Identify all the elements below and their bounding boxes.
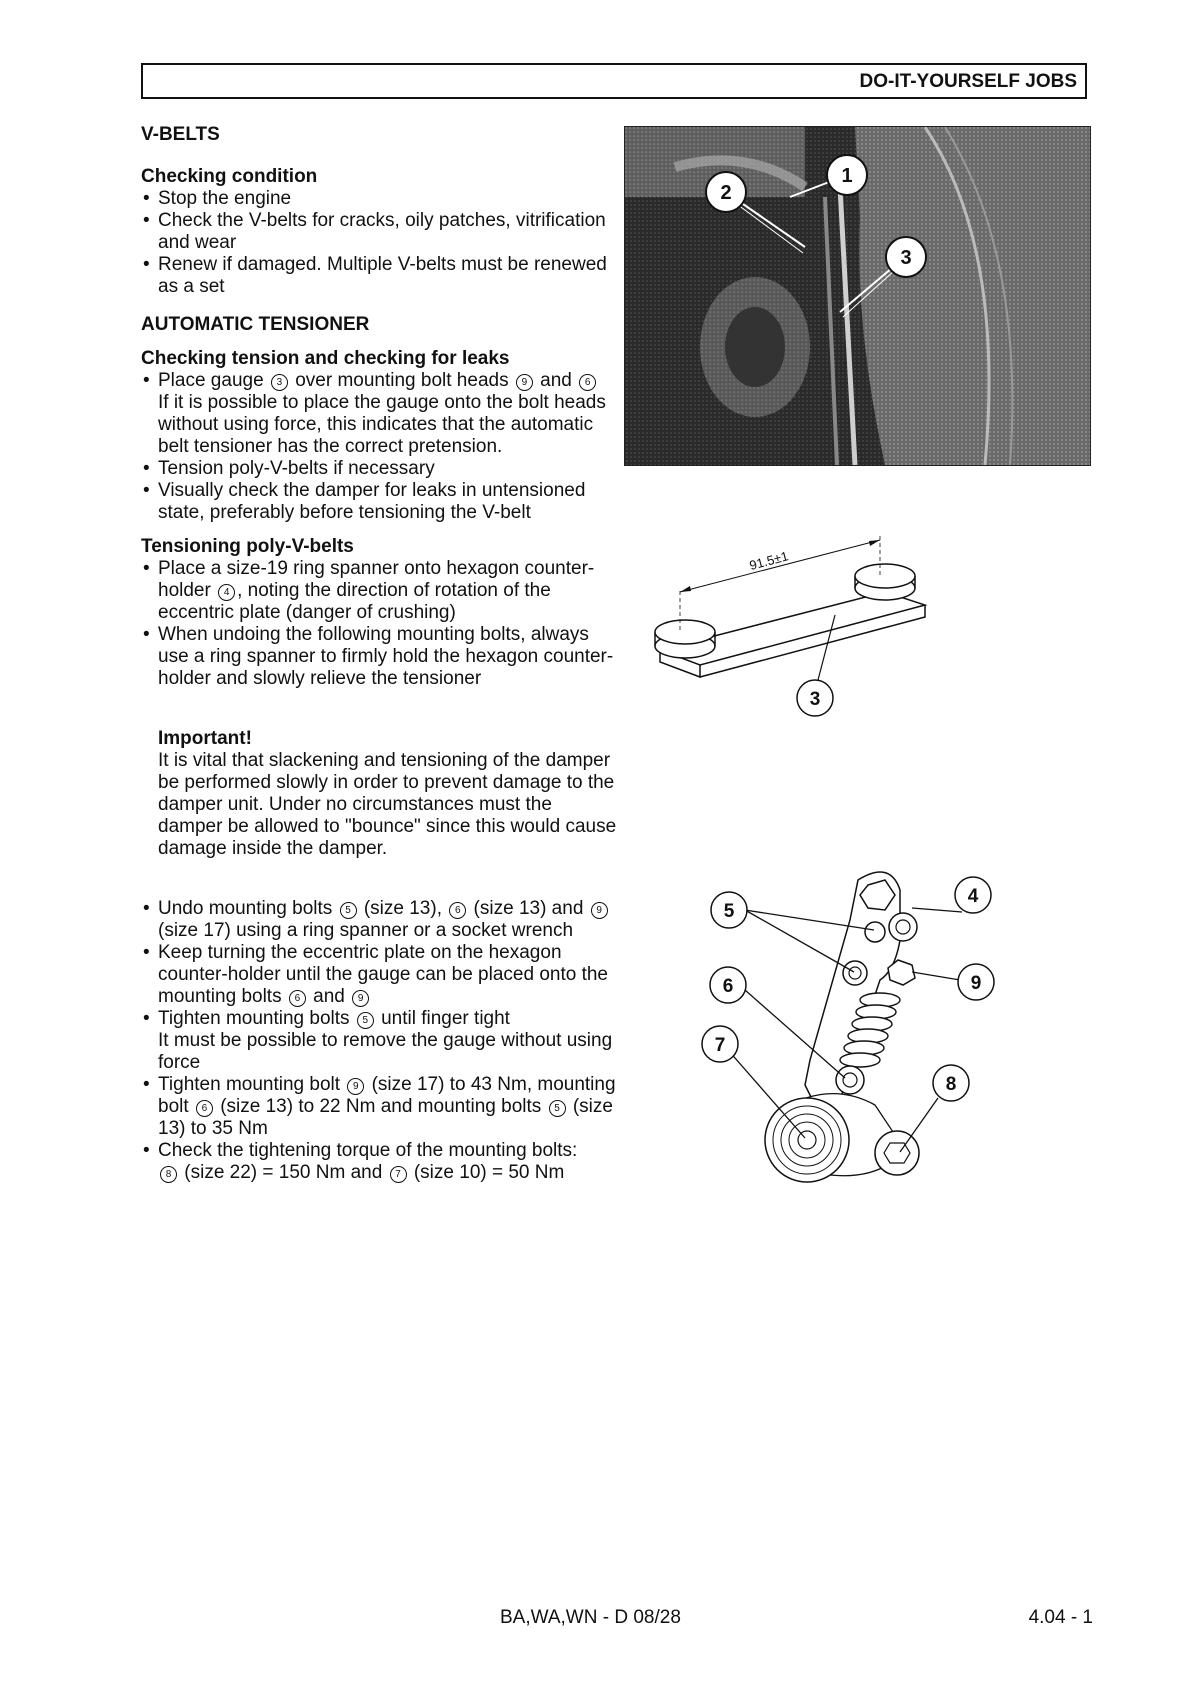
list-item: • Undo mounting bolts 5 (size 13), 6 (size 13) and 9 (size 17) using a ring spanner or a socket wrench <box>141 898 621 942</box>
list-item: • Tension poly-V-belts if necessary <box>141 458 621 480</box>
checking-condition-list <box>141 188 621 298</box>
section-heading-vbelts: V-BELTS <box>141 124 220 145</box>
list-item: • Visually check the damper for leaks in untensioned state, preferably before tensioning the V-belt <box>141 480 621 524</box>
list-item: • Check the tightening torque of the mounting bolts: 8 (size 22) = 150 Nm and 7 (size 10) = 50 Nm <box>141 1140 621 1184</box>
callout-ref: 6 <box>196 1100 213 1117</box>
tensioning-list <box>141 558 621 690</box>
callout-ref: 9 <box>516 374 533 391</box>
svg-text:4: 4 <box>967 886 979 907</box>
svg-text:2: 2 <box>720 182 732 204</box>
callout-ref: 8 <box>160 1166 177 1183</box>
list-item: • Tighten mounting bolt 9 (size 17) to 43 Nm, mounting bolt 6 (size 13) to 22 Nm and mounting bolts 5 (size 13) to 35 Nm <box>141 1074 621 1140</box>
callout-ref: 6 <box>449 902 466 919</box>
header-title: DO-IT-YOURSELF JOBS <box>859 71 1077 92</box>
note-text: If it is possible to place the gauge onto the bolt heads without using force, this indicates that the automatic belt tensioner has the correct pretension. <box>158 392 606 457</box>
list-item: • Tighten mounting bolts 5 until finger tight It must be possible to remove the gauge without using force <box>141 1008 621 1074</box>
photo-callout-2 <box>706 172 746 212</box>
list-item: • Place gauge 3 over mounting bolt heads 9 and 6 If it is possible to place the gauge onto the bolt heads without using force, this indicates that the automatic belt tensioner has the correct pretension. <box>141 370 621 458</box>
tensioner-callout-6 <box>710 967 746 1003</box>
callout-ref: 4 <box>218 584 235 601</box>
subheading-tensioning: Tensioning poly-V-belts <box>141 536 354 557</box>
callout-ref: 5 <box>357 1012 374 1029</box>
svg-text:9: 9 <box>970 973 982 994</box>
svg-text:3: 3 <box>809 689 821 710</box>
tensioner-callout-4 <box>955 877 991 913</box>
callout-ref: 5 <box>340 902 357 919</box>
photo-callout-1 <box>827 155 867 195</box>
photo-callout-3 <box>886 237 926 277</box>
header-box <box>141 63 1087 99</box>
svg-text:6: 6 <box>722 976 734 997</box>
callout-ref: 9 <box>347 1078 364 1095</box>
list-item: • Place a size-19 ring spanner onto hexagon counter-holder 4 , noting the direction of rotation of the eccentric plate (danger of crushing) <box>141 558 621 624</box>
callout-ref: 5 <box>549 1100 566 1117</box>
important-text: It is vital that slackening and tensioning of the damper be performed slowly in order to prevent damage to the damper unit. Under no circumstances must the damper be allowed to "bounce" since this would cause damage inside the damper. <box>158 750 617 859</box>
list-item: • Keep turning the eccentric plate on the hexagon counter-holder until the gauge can be placed onto the mounting bolts 6 and 9 <box>141 942 621 1008</box>
section-heading-automatic-tensioner: AUTOMATIC TENSIONER <box>141 314 370 335</box>
svg-text:8: 8 <box>945 1074 957 1095</box>
subheading-checking-tension: Checking tension and checking for leaks <box>141 348 510 369</box>
callout-ref: 9 <box>591 902 608 919</box>
steps-list <box>141 898 621 1184</box>
svg-text:7: 7 <box>714 1035 726 1056</box>
tensioner-callout-9 <box>958 964 994 1000</box>
list-item: • When undoing the following mounting bolts, always use a ring spanner to firmly hold the hexagon counter-holder and slowly relieve the tensioner <box>141 624 621 690</box>
tensioner-drawing <box>690 860 1020 1200</box>
list-item: • Renew if damaged. Multiple V-belts must be renewed as a set <box>141 254 621 298</box>
gauge-drawing <box>640 520 940 730</box>
text-column <box>141 124 621 1184</box>
gauge-callout-3 <box>797 680 833 716</box>
subheading-checking-condition: Checking condition <box>141 166 318 187</box>
callout-ref: 3 <box>271 374 288 391</box>
list-item: • Check the V-belts for cracks, oily patches, vitrification and wear <box>141 210 621 254</box>
callout-ref: 6 <box>579 374 596 391</box>
list-item: • Stop the engine <box>141 188 621 210</box>
tensioner-callout-8 <box>933 1065 969 1101</box>
checking-tension-list <box>141 370 621 524</box>
callout-ref: 6 <box>289 990 306 1007</box>
important-label: Important! <box>158 728 252 749</box>
callout-ref: 9 <box>352 990 369 1007</box>
callout-ref: 7 <box>390 1166 407 1183</box>
gauge-dimension: 91.5±1 <box>747 548 790 574</box>
svg-text:1: 1 <box>841 165 853 187</box>
svg-text:5: 5 <box>723 901 735 922</box>
svg-text:3: 3 <box>900 247 912 269</box>
engine-belt-photo <box>624 126 1091 466</box>
tensioner-callout-7 <box>702 1026 738 1062</box>
footer-page-number: 4.04 - 1 <box>1028 1607 1093 1628</box>
footer-doc-code: BA,WA,WN - D 08/28 <box>500 1607 681 1628</box>
tensioner-callout-5 <box>711 892 747 928</box>
note-text: It must be possible to remove the gauge without using force <box>158 1030 613 1073</box>
